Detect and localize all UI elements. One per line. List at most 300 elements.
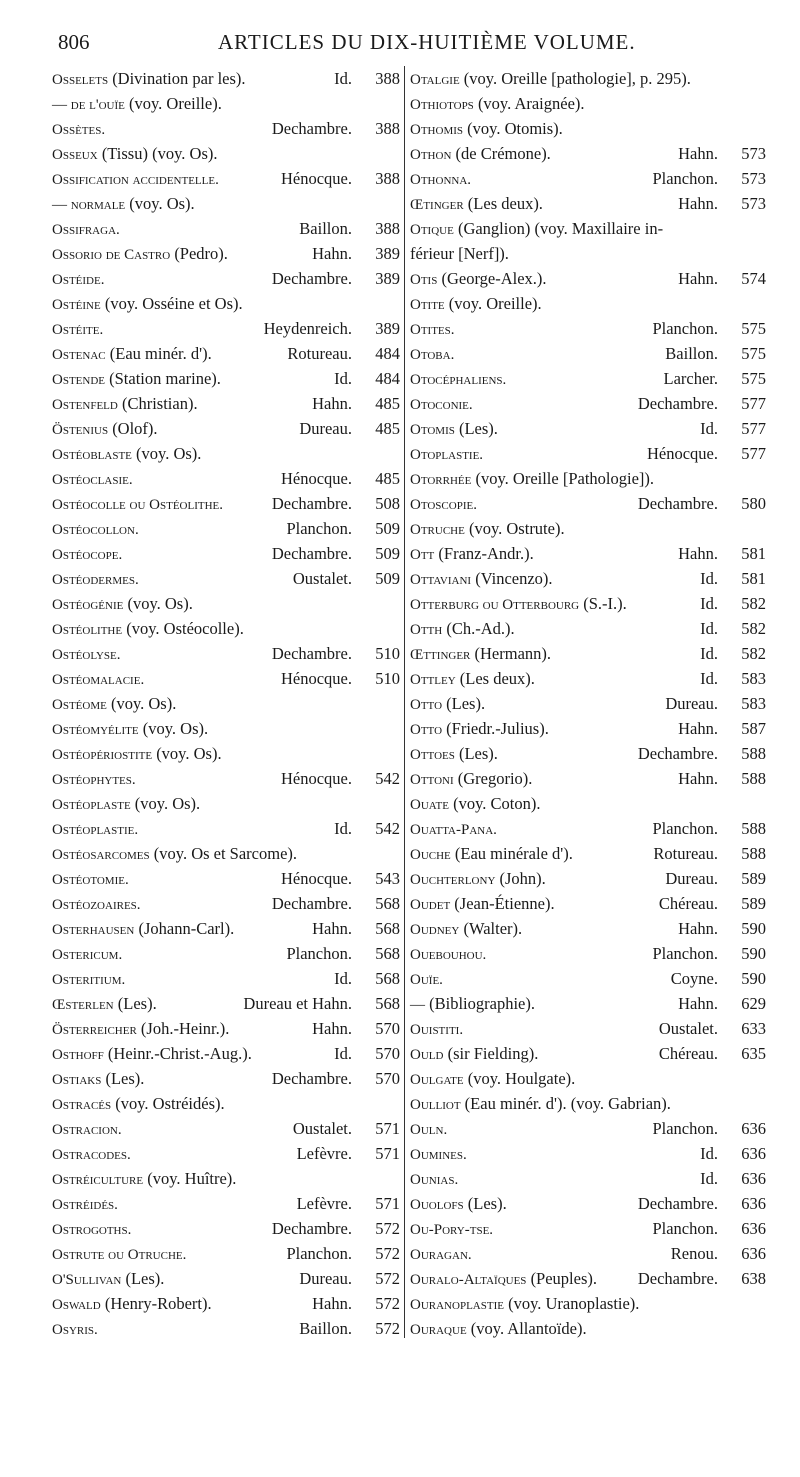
entry-term: O'Sullivan bbox=[52, 1272, 122, 1288]
entry-page-number: 388 bbox=[375, 169, 400, 188]
entry-term: Ostéotomie. bbox=[52, 872, 129, 888]
entry-page-number: 484 bbox=[375, 344, 400, 363]
entry-term: Otocéphaliens. bbox=[410, 372, 507, 388]
entry-term: Ou-Pory-tse. bbox=[410, 1222, 494, 1238]
entry-author: Hahn. bbox=[312, 1294, 352, 1313]
index-entry bbox=[410, 841, 766, 866]
entry-term: Östenius bbox=[52, 422, 109, 438]
entry-description: (voy. Os). bbox=[152, 744, 222, 763]
entry-page-number: 568 bbox=[375, 944, 400, 963]
entry-description: (voy. Os). bbox=[131, 444, 202, 463]
entry-author: Rotureau. bbox=[287, 344, 352, 363]
entry-term: Ossètes. bbox=[52, 122, 106, 138]
entry-term: Otoba. bbox=[410, 347, 455, 363]
entry-author: Hahn. bbox=[678, 994, 718, 1013]
entry-term: Oulgate bbox=[410, 1072, 464, 1088]
index-entry bbox=[52, 1041, 400, 1066]
index-entry bbox=[52, 541, 400, 566]
entry-term: Otruche bbox=[410, 522, 465, 538]
entry-term: Ostéoclasie. bbox=[52, 472, 133, 488]
entry-description: (Hermann). bbox=[470, 644, 552, 663]
entry-page-number: 509 bbox=[375, 519, 400, 538]
index-entry bbox=[410, 491, 766, 516]
index-entry bbox=[52, 841, 400, 866]
index-entry bbox=[52, 1141, 400, 1166]
index-entry bbox=[410, 366, 766, 391]
entry-author: Id. bbox=[700, 619, 718, 638]
right-column bbox=[410, 66, 766, 1341]
entry-term: Ouche bbox=[410, 847, 451, 863]
entry-term: Ostéocollon. bbox=[52, 522, 139, 538]
entry-author: Hahn. bbox=[678, 144, 718, 163]
index-entry bbox=[410, 691, 766, 716]
entry-page-number: 388 bbox=[375, 69, 400, 88]
entry-term: Oudet bbox=[410, 897, 451, 913]
index-entry bbox=[410, 616, 766, 641]
entry-page-number: 572 bbox=[375, 1244, 400, 1263]
entry-term: Ottley bbox=[410, 672, 456, 688]
entry-author: Dechambre. bbox=[637, 394, 718, 413]
entry-term: Ostéide. bbox=[52, 272, 105, 288]
entry-page-number: 571 bbox=[375, 1144, 400, 1163]
entry-description: (voy. Oreille [Pathologie]). bbox=[471, 469, 655, 488]
entry-page-number: 571 bbox=[375, 1119, 400, 1138]
index-entry bbox=[410, 191, 766, 216]
entry-page-number: 573 bbox=[741, 144, 766, 163]
entry-description: (Les). bbox=[454, 419, 498, 438]
entry-description: (voy. Os). bbox=[123, 594, 193, 613]
entry-author: Id. bbox=[700, 1144, 718, 1163]
entry-description: (S.-I.). bbox=[579, 594, 627, 613]
index-entry bbox=[410, 416, 766, 441]
entry-term: Oudney bbox=[410, 922, 460, 938]
index-entry bbox=[52, 1166, 400, 1191]
entry-author: Dechambre. bbox=[271, 1069, 352, 1088]
index-entry bbox=[52, 691, 400, 716]
index-entry bbox=[52, 66, 400, 91]
index-entry bbox=[52, 1316, 400, 1341]
entry-page-number: 485 bbox=[375, 469, 400, 488]
index-entry bbox=[410, 766, 766, 791]
index-entry bbox=[52, 966, 400, 991]
entry-author: Dechambre. bbox=[271, 644, 352, 663]
entry-term: Ostracion. bbox=[52, 1122, 122, 1138]
entry-description: (Johann-Carl). bbox=[134, 919, 235, 938]
entry-page-number: 388 bbox=[375, 119, 400, 138]
entry-description: (Eau minér. d'). bbox=[105, 344, 212, 363]
entry-term: Ostéolithe bbox=[52, 622, 123, 638]
index-entry bbox=[52, 316, 400, 341]
entry-term: — bbox=[410, 997, 425, 1013]
entry-term: Otorrhée bbox=[410, 472, 472, 488]
entry-author: Hahn. bbox=[312, 919, 352, 938]
index-entry bbox=[410, 341, 766, 366]
entry-description: (Les). bbox=[101, 1069, 145, 1088]
entry-page-number: 588 bbox=[741, 844, 766, 863]
entry-term: Ostende bbox=[52, 372, 105, 388]
index-entry bbox=[52, 1266, 400, 1291]
entry-author: Dechambre. bbox=[637, 1269, 718, 1288]
entry-page-number: 510 bbox=[375, 669, 400, 688]
entry-description: (voy. Os). bbox=[138, 719, 209, 738]
index-entry bbox=[410, 1241, 766, 1266]
entry-term: Osyris. bbox=[52, 1322, 98, 1338]
index-entry bbox=[410, 166, 766, 191]
entry-author: Oustalet. bbox=[292, 569, 352, 588]
entry-author: Planchon. bbox=[652, 169, 718, 188]
index-entry bbox=[52, 941, 400, 966]
index-entry bbox=[410, 591, 766, 616]
page-header bbox=[58, 30, 778, 60]
index-entry bbox=[52, 1216, 400, 1241]
entry-page-number: 638 bbox=[741, 1269, 766, 1288]
index-entry bbox=[410, 1191, 766, 1216]
entry-page-number: 590 bbox=[741, 944, 766, 963]
entry-term: Otoscopie. bbox=[410, 497, 477, 513]
entry-author: Dechambre. bbox=[271, 544, 352, 563]
entry-term: Otite bbox=[410, 297, 445, 313]
entry-author: Id. bbox=[334, 819, 352, 838]
index-entry bbox=[410, 216, 766, 241]
index-entry bbox=[410, 466, 766, 491]
entry-author: Hahn. bbox=[312, 1019, 352, 1038]
entry-page-number: 590 bbox=[741, 919, 766, 938]
index-entry bbox=[52, 341, 400, 366]
index-entry bbox=[410, 966, 766, 991]
entry-page-number: 588 bbox=[741, 819, 766, 838]
entry-description: (voy. Oreille). bbox=[124, 94, 222, 113]
entry-page-number: 485 bbox=[375, 394, 400, 413]
entry-term: Ostréidés. bbox=[52, 1197, 118, 1213]
entry-description: (sir Fielding). bbox=[443, 1044, 539, 1063]
entry-description: (Les deux). bbox=[455, 669, 535, 688]
entry-author: Id. bbox=[700, 419, 718, 438]
index-entry bbox=[410, 391, 766, 416]
entry-page-number: 571 bbox=[375, 1194, 400, 1213]
entry-term: Ostéolyse. bbox=[52, 647, 121, 663]
entry-page-number: 570 bbox=[375, 1019, 400, 1038]
index-entry bbox=[52, 1016, 400, 1041]
entry-author: Hahn. bbox=[678, 769, 718, 788]
entry-description: (Eau minérale d'). bbox=[450, 844, 573, 863]
entry-term: Ostéogénie bbox=[52, 597, 124, 613]
entry-description: (voy. Araignée). bbox=[473, 94, 585, 113]
page-number: 806 bbox=[58, 30, 90, 54]
entry-description: (voy. Ostrute). bbox=[464, 519, 565, 538]
index-entry bbox=[52, 141, 400, 166]
entry-term: Ostracodes. bbox=[52, 1147, 131, 1163]
entry-author: Planchon. bbox=[652, 1119, 718, 1138]
entry-page-number: 509 bbox=[375, 569, 400, 588]
entry-description: (Ch.-Ad.). bbox=[442, 619, 515, 638]
entry-author: Dechambre. bbox=[637, 744, 718, 763]
entry-term: Ottoes bbox=[410, 747, 455, 763]
index-entry bbox=[52, 891, 400, 916]
entry-page-number: 577 bbox=[741, 419, 766, 438]
entry-description: (voy. Uranoplastie). bbox=[503, 1294, 640, 1313]
entry-page-number: 572 bbox=[375, 1219, 400, 1238]
index-entry bbox=[410, 291, 766, 316]
entry-term: Ouralo-Altaïques bbox=[410, 1272, 527, 1288]
entry-author: Heydenreich. bbox=[263, 319, 352, 338]
entry-page-number: 580 bbox=[741, 494, 766, 513]
entry-term: Œtinger bbox=[410, 197, 464, 213]
entry-term: Oulliot bbox=[410, 1097, 461, 1113]
entry-description: (voy. Os). bbox=[125, 194, 195, 213]
entry-author: Baillon. bbox=[299, 1319, 352, 1338]
index-entry bbox=[410, 716, 766, 741]
entry-author: Lefèvre. bbox=[296, 1194, 352, 1213]
entry-page-number: 629 bbox=[741, 994, 766, 1013]
index-entry bbox=[52, 391, 400, 416]
entry-term: Ouatta-Pana. bbox=[410, 822, 497, 838]
entry-page-number: 388 bbox=[375, 219, 400, 238]
index-entry bbox=[410, 866, 766, 891]
entry-term: Ostrute ou Otruche. bbox=[52, 1247, 187, 1263]
entry-term: Ostéine bbox=[52, 297, 101, 313]
entry-author: Dureau. bbox=[299, 419, 352, 438]
entry-page-number: 568 bbox=[375, 994, 400, 1013]
entry-page-number: 577 bbox=[741, 394, 766, 413]
entry-term: Œttinger bbox=[410, 647, 471, 663]
entry-term: Ostrogoths. bbox=[52, 1222, 132, 1238]
entry-page-number: 636 bbox=[741, 1119, 766, 1138]
index-entry bbox=[52, 241, 400, 266]
entry-page-number: 582 bbox=[741, 644, 766, 663]
entry-term: Otth bbox=[410, 622, 443, 638]
entry-description: (Pedro). bbox=[170, 244, 228, 263]
index-entry bbox=[410, 1166, 766, 1191]
entry-description: (Les deux). bbox=[463, 194, 543, 213]
entry-term: Osthoff bbox=[52, 1047, 104, 1063]
entry-term: Othonna. bbox=[410, 172, 472, 188]
entry-term: Otites. bbox=[410, 322, 455, 338]
entry-author: Hahn. bbox=[312, 394, 352, 413]
index-entry bbox=[410, 66, 766, 91]
entry-term: — de l'ouïe bbox=[52, 97, 125, 113]
entry-author: Planchon. bbox=[652, 319, 718, 338]
index-entry bbox=[52, 1066, 400, 1091]
entry-author: Id. bbox=[700, 644, 718, 663]
entry-page-number: 636 bbox=[741, 1169, 766, 1188]
entry-term: Otto bbox=[410, 697, 443, 713]
entry-description: (de Crémone). bbox=[451, 144, 551, 163]
index-entry bbox=[52, 566, 400, 591]
entry-description: (voy. Ostéocolle). bbox=[122, 619, 244, 638]
index-entry bbox=[52, 216, 400, 241]
entry-page-number: 583 bbox=[741, 669, 766, 688]
index-entry bbox=[52, 166, 400, 191]
entry-author: Id. bbox=[334, 969, 352, 988]
entry-page-number: 542 bbox=[375, 819, 400, 838]
index-entry bbox=[410, 141, 766, 166]
entry-page-number: 572 bbox=[375, 1269, 400, 1288]
entry-term: Othon bbox=[410, 147, 452, 163]
entry-description: (Les). bbox=[463, 1194, 507, 1213]
index-entry bbox=[52, 1291, 400, 1316]
entry-term: Ostéodermes. bbox=[52, 572, 139, 588]
entry-author: Dechambre. bbox=[271, 894, 352, 913]
entry-term: Otterburg ou Otterbourg bbox=[410, 597, 580, 613]
entry-term: Ouïe. bbox=[410, 972, 443, 988]
index-entry bbox=[410, 316, 766, 341]
index-entry bbox=[410, 1141, 766, 1166]
entry-term: Otomis bbox=[410, 422, 455, 438]
index-entry bbox=[52, 666, 400, 691]
entry-author: Dechambre. bbox=[637, 494, 718, 513]
entry-page-number: 389 bbox=[375, 319, 400, 338]
index-entry bbox=[52, 91, 400, 116]
entry-description: (Les). bbox=[442, 694, 486, 713]
entry-author: Lefèvre. bbox=[296, 1144, 352, 1163]
entry-description: (voy. Os). bbox=[106, 694, 177, 713]
entry-author: Hénocque. bbox=[280, 769, 352, 788]
entry-description: (Station marine). bbox=[105, 369, 221, 388]
index-entry bbox=[410, 891, 766, 916]
left-column bbox=[52, 66, 400, 1341]
entry-author: Dechambre. bbox=[637, 1194, 718, 1213]
entry-description: (Olof). bbox=[108, 419, 158, 438]
entry-author: Planchon. bbox=[286, 944, 352, 963]
index-entry bbox=[410, 1041, 766, 1066]
entry-author: Dechambre. bbox=[271, 119, 352, 138]
entry-page-number: 635 bbox=[741, 1044, 766, 1063]
entry-term: Otoplastie. bbox=[410, 447, 484, 463]
index-entry bbox=[410, 1291, 766, 1316]
entry-page-number: 588 bbox=[741, 744, 766, 763]
entry-author: Dureau. bbox=[299, 1269, 352, 1288]
entry-description: (Peuples). bbox=[526, 1269, 598, 1288]
entry-term: Ostéoplaste bbox=[52, 797, 131, 813]
index-entry bbox=[410, 641, 766, 666]
entry-author: Hénocque. bbox=[646, 444, 718, 463]
entry-description: (Eau minér. d'). (voy. Gabrian). bbox=[460, 1094, 671, 1113]
entry-page-number: 633 bbox=[741, 1019, 766, 1038]
entry-description: (Jean-Étienne). bbox=[450, 894, 555, 913]
index-entry bbox=[52, 516, 400, 541]
entry-term: Otique bbox=[410, 222, 454, 238]
entry-author: Id. bbox=[700, 1169, 718, 1188]
index-entry bbox=[52, 466, 400, 491]
index-entry bbox=[410, 941, 766, 966]
entry-description: (Les). bbox=[454, 744, 498, 763]
entry-page-number: 508 bbox=[375, 494, 400, 513]
entry-description: (voy. Osséine et Os). bbox=[100, 294, 243, 313]
index-entry bbox=[410, 1316, 766, 1341]
index-entry bbox=[410, 666, 766, 691]
entry-description: (Gregorio). bbox=[453, 769, 533, 788]
entry-author: Id. bbox=[700, 569, 718, 588]
entry-description: (voy. Allantoïde). bbox=[466, 1319, 587, 1338]
entry-description: (Walter). bbox=[459, 919, 523, 938]
entry-term: Ossorio de Castro bbox=[52, 247, 171, 263]
entry-author: Hénocque. bbox=[280, 169, 352, 188]
index-entry bbox=[52, 366, 400, 391]
entry-description: (George-Alex.). bbox=[437, 269, 547, 288]
entry-term: Ouistiti. bbox=[410, 1022, 464, 1038]
index-entry bbox=[52, 191, 400, 216]
entry-term: Otoconie. bbox=[410, 397, 473, 413]
entry-term: Ottaviani bbox=[410, 572, 472, 588]
index-entry bbox=[52, 916, 400, 941]
index-entry bbox=[410, 266, 766, 291]
index-entry bbox=[410, 241, 766, 266]
entry-page-number: 542 bbox=[375, 769, 400, 788]
entry-term: Ostéophytes. bbox=[52, 772, 136, 788]
entry-page-number: 484 bbox=[375, 369, 400, 388]
entry-term: Ostéomalacie. bbox=[52, 672, 145, 688]
index-entry bbox=[410, 916, 766, 941]
entry-term: Ossifraga. bbox=[52, 222, 120, 238]
entry-description: (Tissu) (voy. Os). bbox=[97, 144, 218, 163]
entry-page-number: 510 bbox=[375, 644, 400, 663]
index-entry bbox=[52, 441, 400, 466]
entry-author: Baillon. bbox=[299, 219, 352, 238]
index-entry bbox=[410, 516, 766, 541]
index-entry bbox=[410, 741, 766, 766]
index-entry bbox=[52, 266, 400, 291]
entry-author: Dureau. bbox=[665, 694, 718, 713]
entry-term: Ostéoblaste bbox=[52, 447, 132, 463]
entry-page-number: 509 bbox=[375, 544, 400, 563]
entry-description: (Ganglion) (voy. Maxillaire in- bbox=[453, 219, 664, 238]
entry-term: Othiotops bbox=[410, 97, 474, 113]
entry-author: Dechambre. bbox=[271, 269, 352, 288]
entry-author: Coyne. bbox=[670, 969, 718, 988]
entry-term: Österreicher bbox=[52, 1022, 137, 1038]
entry-term: Ostericum. bbox=[52, 947, 123, 963]
entry-description: (Henry-Robert). bbox=[100, 1294, 212, 1313]
entry-term: Ouranoplastie bbox=[410, 1297, 504, 1313]
entry-term: Osseux bbox=[52, 147, 98, 163]
entry-term: Ostéocope. bbox=[52, 547, 123, 563]
entry-page-number: 573 bbox=[741, 169, 766, 188]
entry-author: Hénocque. bbox=[280, 669, 352, 688]
index-entry bbox=[410, 1066, 766, 1091]
index-entry bbox=[410, 566, 766, 591]
entry-term: Ostéite. bbox=[52, 322, 104, 338]
entry-page-number: 582 bbox=[741, 594, 766, 613]
entry-description: (Divination par les). bbox=[108, 69, 246, 88]
entry-author: Dureau. bbox=[665, 869, 718, 888]
entry-term: Othomis bbox=[410, 122, 464, 138]
entry-description: (Franz-Andr.). bbox=[434, 544, 534, 563]
entry-page-number: 573 bbox=[741, 194, 766, 213]
entry-page-number: 575 bbox=[741, 344, 766, 363]
entry-author: Planchon. bbox=[286, 1244, 352, 1263]
entry-description: (voy. Huître). bbox=[143, 1169, 237, 1188]
entry-page-number: 577 bbox=[741, 444, 766, 463]
entry-term: Ostenac bbox=[52, 347, 106, 363]
entry-description: (Les). bbox=[121, 1269, 165, 1288]
entry-author: Dechambre. bbox=[271, 1219, 352, 1238]
entry-term: Ostéosarcomes bbox=[52, 847, 150, 863]
index-entry bbox=[52, 641, 400, 666]
entry-page-number: 568 bbox=[375, 894, 400, 913]
entry-author: Hahn. bbox=[678, 719, 718, 738]
index-entry bbox=[52, 766, 400, 791]
entry-page-number: 581 bbox=[741, 544, 766, 563]
entry-term: — normale bbox=[52, 197, 126, 213]
entry-term: Ouolofs bbox=[410, 1197, 464, 1213]
entry-author: Hahn. bbox=[678, 544, 718, 563]
entry-description: (Vincenzo). bbox=[471, 569, 553, 588]
index-entry bbox=[52, 741, 400, 766]
entry-author: Hénocque. bbox=[280, 869, 352, 888]
entry-author: Oustalet. bbox=[292, 1119, 352, 1138]
entry-page-number: 574 bbox=[741, 269, 766, 288]
entry-page-number: 570 bbox=[375, 1044, 400, 1063]
